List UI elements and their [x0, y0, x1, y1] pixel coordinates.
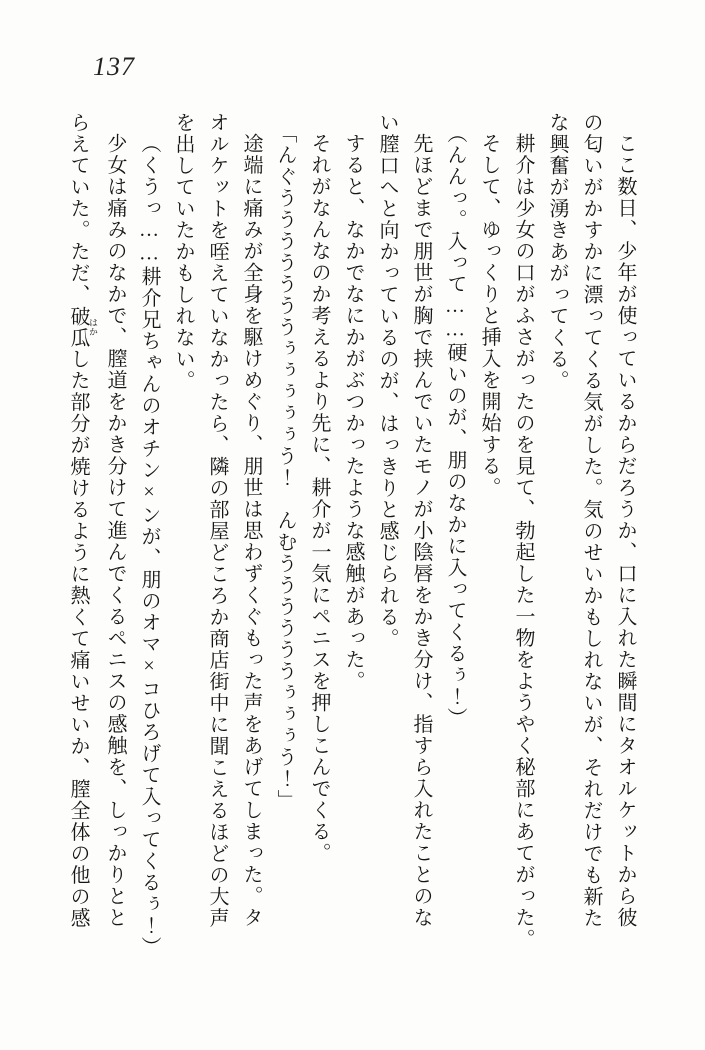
- furigana-reading: はか: [88, 305, 98, 349]
- text-line: 耕介は少女の口がふさがったのを見て、勃起した一物をようやく秘部にあてがった。: [512, 133, 534, 950]
- text-line: い膣口へと向かっているのが、はっきりと感じられる。: [376, 112, 398, 650]
- text-line: すると、なかでなにかがぶつかったような感触があった。: [342, 133, 364, 692]
- text-line: （くうっ……耕介兄ちゃんのオチン×ンが、朋のオマ×コひろげて入ってくるぅ！）: [138, 133, 160, 958]
- page-text: [61, 112, 642, 960]
- text-line: の匂いがかすかに漂ってくる気がした。気のせいかもしれないが、それだけでも新た: [580, 112, 602, 929]
- text-line: それがなんなのか考えるより先に、耕介が一気にペニスを押しこんでくる。: [308, 133, 330, 864]
- furigana-term: 破瓜 はか: [67, 305, 98, 349]
- text-line: 「んぐうううううううぅぅぅぅぅう！ んむううううううぅぅぅう！」: [274, 123, 296, 811]
- text-line: 少女は痛みのなかで、膣道をかき分けて進んでくるペニスの感触を、しっかりとと: [104, 133, 126, 929]
- page-number: 137: [93, 52, 135, 81]
- text-line: オルケットを咥えていなかったら、隣の部屋どころか商店街中に聞こえるほどの大声: [206, 112, 228, 929]
- text-line: な興奮が湧きあがってくる。: [546, 112, 568, 392]
- text-line: らえていた。ただ、破瓜 はかした部分が焼けるように熱くて痛いせいか、膣全体の他の感: [67, 112, 98, 929]
- text-line: 途端に痛みが全身を駆けめぐり、朋世は思わずくぐもった声をあげてしまった。タ: [240, 133, 262, 929]
- text-line: （んんっ。入って……硬いのが、朋のなかに入ってくるぅ！）: [444, 123, 466, 729]
- text-line: ここ数日、少年が使っているからだろうか、口に入れた瞬間にタオルケットから彼: [614, 133, 636, 929]
- text-line: を出していたかもしれない。: [172, 112, 194, 392]
- text-line: そして、ゆっくりと挿入を開始する。: [478, 133, 500, 499]
- text-line: 先ほどまで朋世が胸で挟んでいたモノが小陰唇をかき分け、指すら入れたことのな: [410, 133, 432, 929]
